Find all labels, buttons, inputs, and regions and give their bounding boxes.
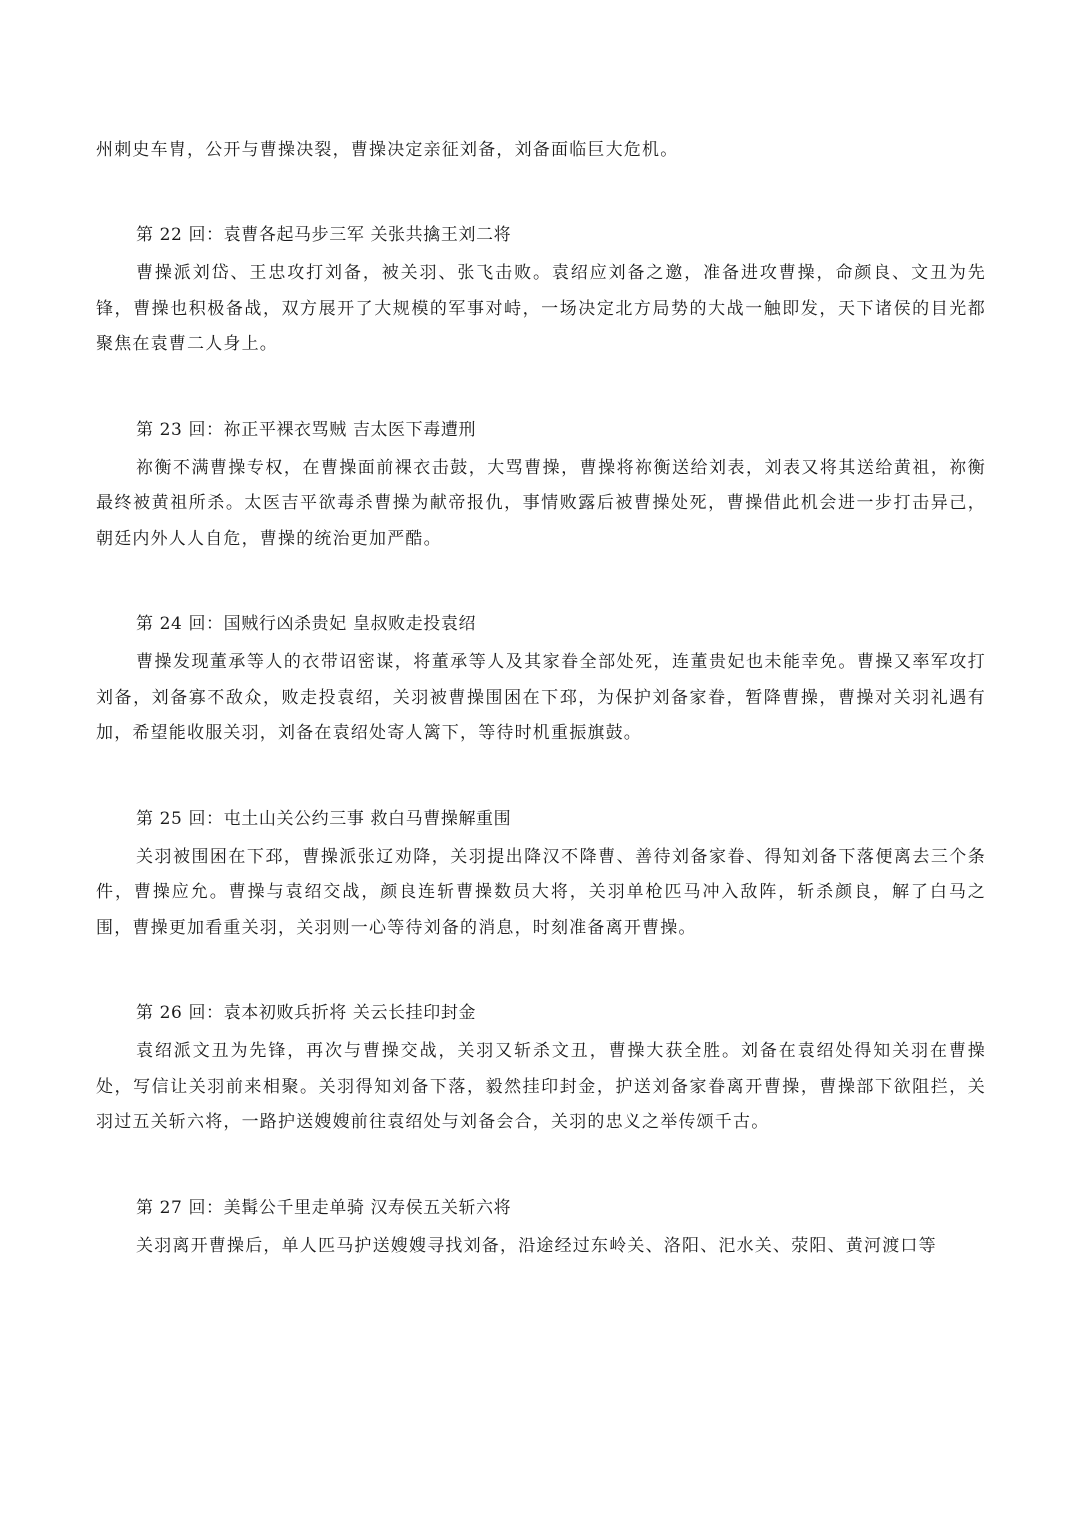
chapter-section — [96, 996, 986, 1141]
chapter-summary: 袁绍派文丑为先锋，再次与曹操交战，关羽又斩杀文丑，曹操大获全胜。刘备在袁绍处得知关羽在曹操处，写信让关羽前来相聚。关羽得知刘备下落，毅然挂印封金，护送刘备家眷离开曹操，曹操部下欲阻拦，关羽过五关斩六将，一路护送嫂嫂前往袁绍处与刘备会合，关羽的忠义之举传颂千古。 — [96, 1041, 986, 1132]
chapter-summary: 曹操派刘岱、王忠攻打刘备，被关羽、张飞击败。袁绍应刘备之邀，准备进攻曹操，命颜良、文丑为先锋，曹操也积极备战，双方展开了大规模的军事对峙，一场决定北方局势的大战一触即发，天下诸侯的目光都聚焦在袁曹二人身上。 — [96, 263, 986, 354]
document-content — [96, 133, 986, 1264]
chapter-heading: 第 23 回：祢正平裸衣骂贼 吉太医下毒遭刑 — [136, 419, 477, 440]
chapter-section — [96, 802, 986, 947]
chapter-heading: 第 22 回：袁曹各起马步三军 关张共擒王刘二将 — [136, 225, 512, 245]
chapter-summary: 关羽离开曹操后，单人匹马护送嫂嫂寻找刘备，沿途经过东岭关、洛阳、汜水关、荥阳、黄河渡口等 — [136, 1235, 937, 1256]
chapter-heading: 第 24 回：国贼行凶杀贵妃 皇叔败走投袁绍 — [136, 614, 477, 634]
chapter-summary: 祢衡不满曹操专权，在曹操面前裸衣击鼓，大骂曹操，曹操将祢衡送给刘表，刘表又将其送给黄祖，祢衡最终被黄祖所杀。太医吉平欲毒杀曹操为献帝报仇，事情败露后被曹操处死，曹操借此机会进一步打击异己，朝廷内外人人自危，曹操的统治更加严酷。 — [96, 457, 986, 549]
chapter-summary: 曹操发现董承等人的衣带诏密谋，将董承等人及其家眷全部处死，连董贵妃也未能幸免。曹操又率军攻打刘备，刘备寡不敌众，败走投袁绍，关羽被曹操围困在下邳，为保护刘备家眷，暂降曹操，曹操对关羽礼遇有加，希望能收服关羽，刘备在袁绍处寄人篱下，等待时机重振旗鼓。 — [96, 652, 986, 743]
chapter-section — [96, 607, 986, 752]
intro-continuation-text: 州刺史车胄，公开与曹操决裂，曹操决定亲征刘备，刘备面临巨大危机。 — [96, 140, 679, 160]
chapter-heading: 第 26 回：袁本初败兵折将 关云长挂印封金 — [136, 1003, 477, 1023]
chapter-heading: 第 27 回：美髯公千里走单骑 汉寿侯五关斩六将 — [136, 1197, 512, 1218]
chapter-section — [96, 413, 986, 558]
chapter-summary: 关羽被围困在下邳，曹操派张辽劝降，关羽提出降汉不降曹、善待刘备家眷、得知刘备下落便离去三个条件，曹操应允。曹操与袁绍交战，颜良连斩曹操数员大将，关羽单枪匹马冲入敌阵，斩杀颜良，解了白马之围，曹操更加看重关羽，关羽则一心等待刘备的消息，时刻准备离开曹操。 — [96, 846, 986, 938]
chapter-section — [96, 218, 986, 363]
chapter-heading: 第 25 回：屯土山关公约三事 救白马曹操解重围 — [136, 808, 512, 829]
chapter-section — [96, 1191, 986, 1265]
